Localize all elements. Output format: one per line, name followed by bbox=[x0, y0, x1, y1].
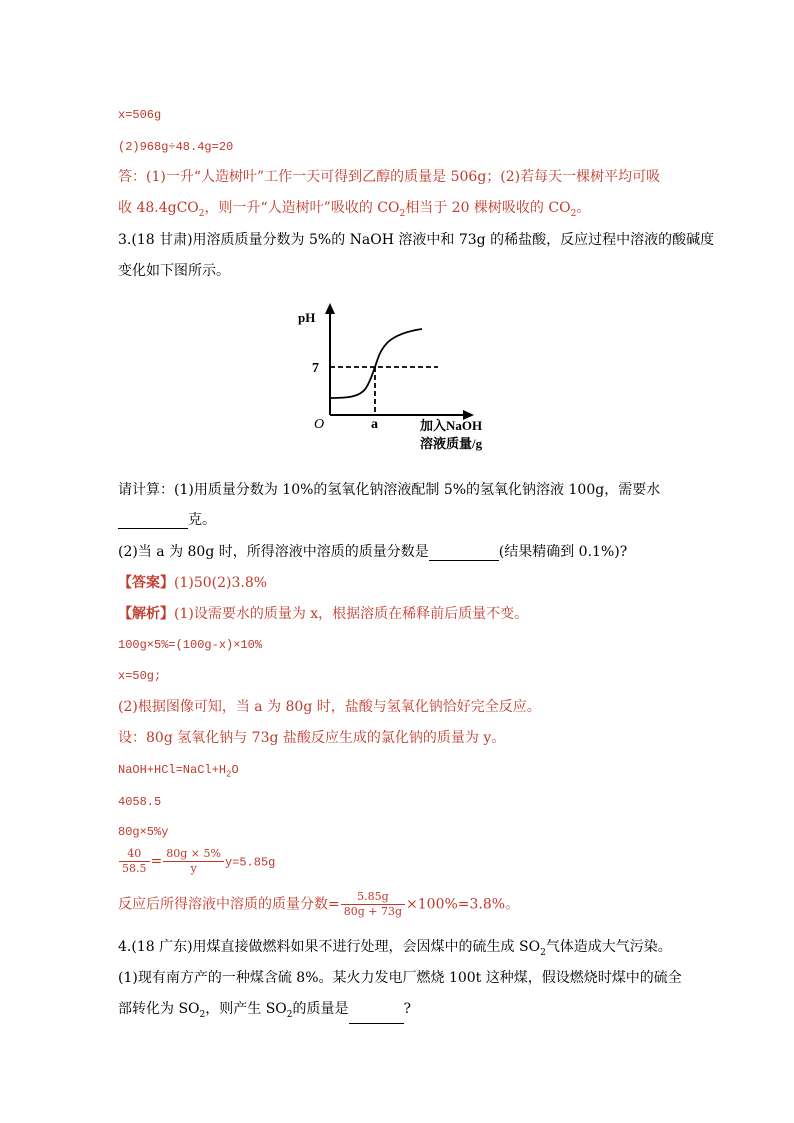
x-axis-label-line1: 加入NaOH bbox=[420, 418, 483, 433]
answer-line bbox=[118, 574, 267, 592]
question-3-line2: 变化如下图所示。 bbox=[118, 263, 230, 279]
answer-blank-2[interactable] bbox=[429, 546, 499, 561]
x-axis-label-line2: 溶液质量/g bbox=[420, 436, 483, 451]
calc-prompt: 请计算：(1)用质量分数为 10%的氢氧化钠溶液配制 5%的氢氧化钠溶液 100g，需要水 bbox=[118, 482, 661, 498]
fraction-equals: = bbox=[150, 853, 163, 870]
y-tick-label: 7 bbox=[312, 361, 319, 376]
sub: 2 bbox=[199, 1009, 206, 1020]
origin-label: O bbox=[314, 417, 325, 432]
analysis-line bbox=[118, 605, 528, 623]
q4-text-b: 气体造成大气污染。 bbox=[545, 939, 672, 955]
line-calc2: (2)968g÷48.4g=20 bbox=[118, 140, 234, 154]
reaction-equation bbox=[118, 761, 239, 783]
equation-1: 100g×5%=(100g-x)×10% bbox=[118, 638, 263, 652]
calc-prompt-blank-line bbox=[118, 511, 216, 529]
line-answer2 bbox=[118, 199, 590, 223]
ph-curve bbox=[330, 329, 422, 398]
analysis-text: (1)设需要水的质量为 x，根据溶质在稀释前后质量不变。 bbox=[174, 606, 529, 622]
sub: 2 bbox=[226, 769, 232, 780]
line-answer1: 答：(1)一升“人造树叶”工作一天可得到乙醇的质量是 506g；(2)若每天一棵树平均可吸 bbox=[118, 169, 661, 185]
sub: 2 bbox=[286, 1009, 293, 1020]
line-x506: x=506g bbox=[118, 108, 162, 122]
sub: 2 bbox=[570, 208, 577, 219]
x-tick-label: a bbox=[371, 417, 378, 432]
question-2-line bbox=[118, 543, 627, 561]
proportion-line bbox=[118, 847, 275, 876]
question-4-1: (1)现有南方产的一种煤含硫 8%。某火力发电厂燃烧 100t 这种煤，假设燃烧时煤中的硫全 bbox=[118, 970, 682, 986]
set-variable: 设：80g 氢氧化钠与 73g 盐酸反应生成的氯化钠的质量为 y。 bbox=[118, 730, 506, 746]
question-4-line1 bbox=[118, 938, 672, 962]
result-post: ×100%=3.8%。 bbox=[406, 896, 520, 913]
ans2a: 收 48.4gCO bbox=[118, 200, 199, 216]
given-masses: 80g×5%y bbox=[118, 825, 169, 839]
answer-text: (1)50(2)3.8% bbox=[174, 575, 268, 591]
question-3-line1: 3.(18 甘肃)用溶质质量分数为 5%的 NaOH 溶液中和 73g 的稀盐酸，反应过程中溶液的酸碱度 bbox=[118, 232, 715, 248]
reaction-b: O bbox=[231, 763, 239, 777]
sub: 2 bbox=[198, 208, 205, 219]
fraction-3: $\frac{5.85g}{80g + 73g}$ bbox=[341, 890, 405, 919]
y-result: y=5.85g bbox=[224, 855, 276, 870]
ph-curve-chart bbox=[298, 300, 483, 460]
calc-prompt-suffix: 克。 bbox=[188, 512, 216, 528]
ans2b: ，则一升“人造树叶”吸收的 CO bbox=[204, 200, 400, 216]
q2-text: (2)当 a 为 80g 时，所得溶液中溶质的质量分数是 bbox=[118, 544, 429, 560]
answer-tag: 【答案】 bbox=[118, 575, 174, 591]
q4-2a: 部转化为 SO bbox=[118, 1001, 200, 1017]
reaction-a: NaOH+HCl=NaCl+H bbox=[118, 763, 227, 777]
y-axis-arrow bbox=[325, 303, 335, 314]
sub: 2 bbox=[540, 947, 546, 958]
answer-blank-3[interactable] bbox=[349, 1009, 404, 1024]
result-line bbox=[118, 890, 519, 919]
result-x: x=50g; bbox=[118, 669, 162, 683]
q4-2b: ，则产生 SO bbox=[205, 1001, 287, 1017]
ans2c: 相当于 20 棵树吸收的 CO bbox=[405, 200, 571, 216]
answer-blank-1[interactable] bbox=[118, 514, 188, 529]
q4-2c: 的质量是 bbox=[292, 1001, 349, 1017]
fraction-1: $\frac{40}{58.5}$ bbox=[119, 847, 150, 876]
molar-masses: 4058.5 bbox=[118, 795, 162, 809]
analysis-part2: (2)根据图像可知，当 a 为 80g 时，盐酸与氢氧化钠恰好完全反应。 bbox=[118, 699, 541, 715]
ans2d: 。 bbox=[576, 200, 591, 216]
question-4-2 bbox=[118, 1000, 411, 1024]
q4-text: 4.(18 广东)用煤直接做燃料如果不进行处理，会因煤中的硫生成 SO bbox=[118, 939, 541, 955]
analysis-tag: 【解析】 bbox=[118, 606, 174, 622]
y-axis-label: pH bbox=[298, 310, 316, 325]
fraction-2: $\frac{80g \times 5\%}{y}$ bbox=[163, 847, 224, 876]
q2-suffix: (结果精确到 0.1%)? bbox=[498, 544, 628, 560]
result-pre: 反应后所得溶液中溶质的质量分数= bbox=[118, 896, 340, 913]
sub: 2 bbox=[399, 208, 406, 219]
q4-2d: ? bbox=[403, 1001, 412, 1017]
